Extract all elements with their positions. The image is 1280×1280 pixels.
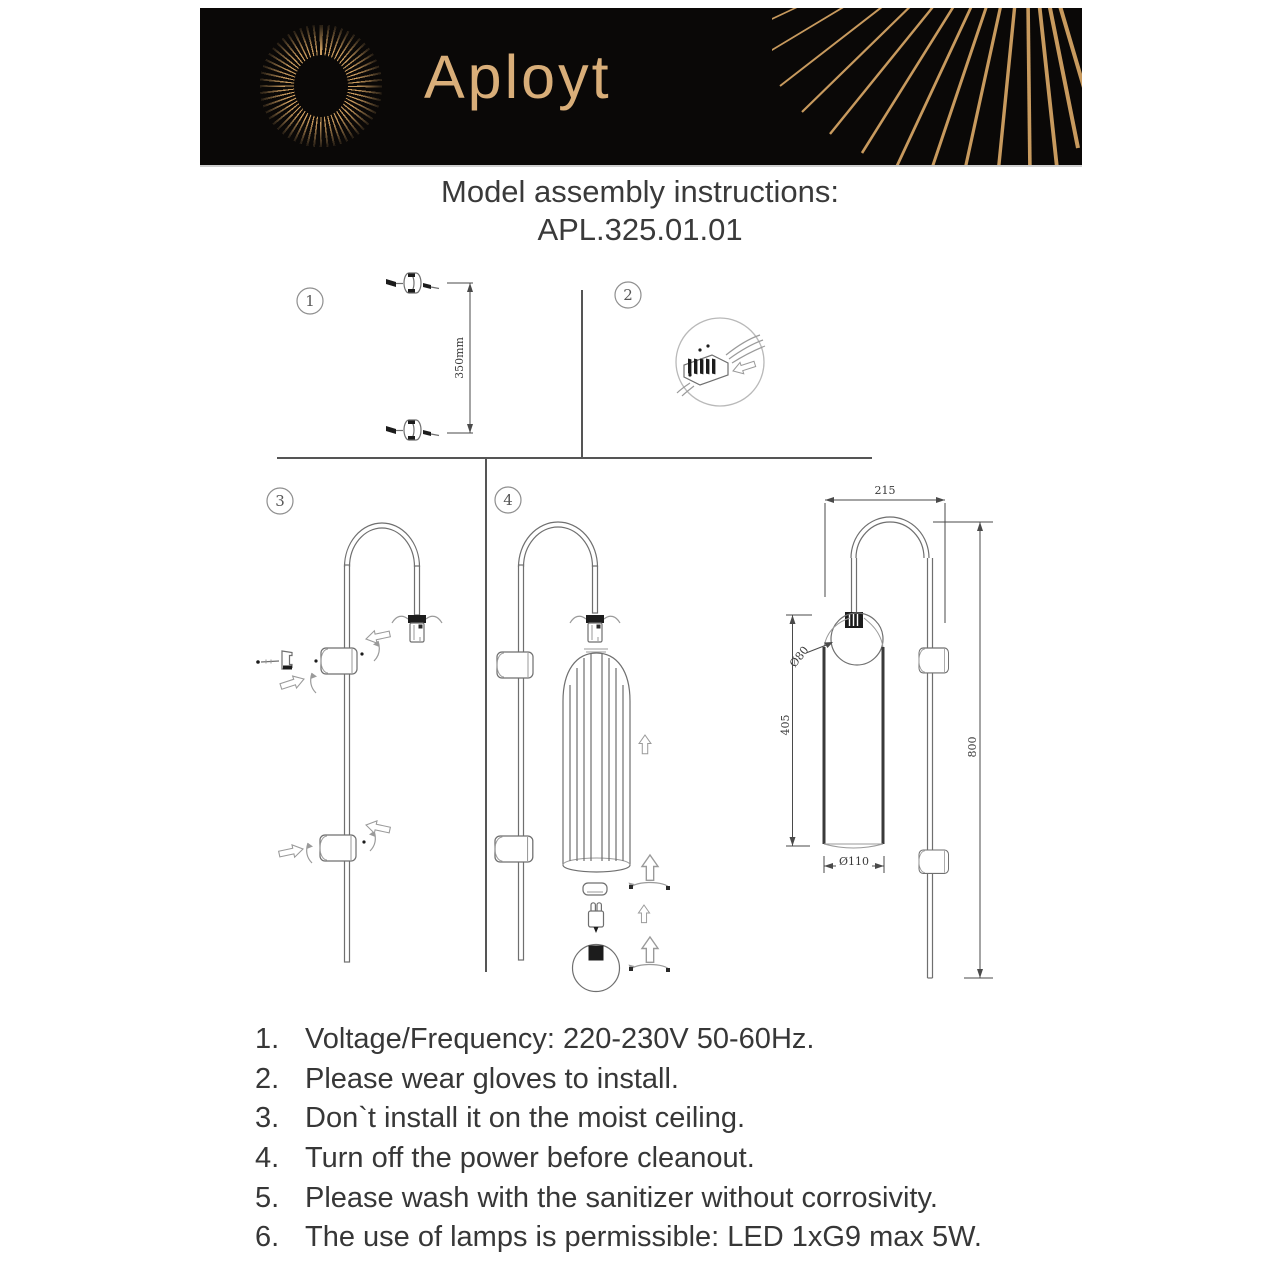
step-2-badge: 2: [623, 286, 633, 304]
rotate-up-arrow-icon: [629, 855, 671, 890]
instruction-text: Please wear gloves to install.: [305, 1062, 679, 1095]
instruction-text: Please wash with the sanitizer without corrosivity.: [305, 1181, 938, 1214]
dimension-label-shade-diameter: Ø110: [838, 855, 870, 868]
lamp-socket-icon: [570, 615, 620, 642]
push-arrow-icon: [278, 843, 304, 860]
instruction-text: Voltage/Frequency: 220-230V 50-60Hz.: [305, 1023, 815, 1056]
step-1-drawing: [297, 273, 473, 440]
instruction-number: 3.: [255, 1102, 280, 1135]
instruction-number: 6.: [255, 1221, 280, 1254]
instruction-text: Turn off the power before cleanout.: [305, 1142, 755, 1175]
mount-bracket-icon: [321, 648, 357, 674]
step-3-drawing: [256, 488, 442, 962]
wall-anchor-icon: [386, 420, 439, 440]
mount-bracket-icon: [495, 836, 533, 862]
dimension-label-overall-height: 800: [966, 736, 979, 758]
rotate-arrow-icon: [373, 641, 380, 661]
brand-name: Aployt: [424, 43, 612, 111]
sunburst-logo-icon: [260, 25, 382, 147]
fluted-shade-icon: [563, 653, 630, 872]
lamp-socket-icon: [392, 615, 442, 642]
up-arrow-icon: [638, 905, 649, 923]
instruction-list: [255, 1020, 1085, 1258]
rotate-arrow-icon: [307, 843, 314, 863]
document-title: [0, 172, 1280, 249]
mount-bracket-icon: [320, 835, 356, 861]
rotate-up-arrow-icon: [629, 937, 671, 972]
dimension-label-anchor-spacing: 350mm: [453, 337, 466, 379]
instruction-text: Don`t install it on the moist ceiling.: [305, 1102, 746, 1135]
push-arrow-icon: [365, 819, 391, 836]
assembly-diagram: [0, 255, 1280, 1015]
rays-icon: [772, 8, 1082, 165]
wall-plug-icon: [256, 651, 292, 670]
step-2-drawing: [615, 282, 765, 406]
wall-anchor-icon: [386, 273, 439, 293]
instruction-item: [255, 1020, 1085, 1060]
step-1-badge: 1: [305, 292, 315, 310]
dimension-label-shade-height: 405: [779, 714, 792, 736]
instruction-item: [255, 1060, 1085, 1100]
step-4-badge: 4: [503, 491, 513, 509]
push-arrow-icon: [279, 673, 306, 692]
brand-header: [200, 8, 1082, 167]
dimension-drawing: [779, 484, 993, 978]
g9-bulb-icon: [589, 903, 604, 933]
shade-ring-icon: [583, 883, 607, 895]
instruction-item: [255, 1139, 1085, 1179]
dimension-label-globe-diameter: Ø80: [787, 643, 812, 670]
mount-bracket-icon: [497, 652, 533, 678]
instruction-number: 5.: [255, 1181, 280, 1214]
dimension-label-arm-width: 215: [874, 484, 896, 497]
instruction-item: [255, 1099, 1085, 1139]
step-3-badge: 3: [275, 492, 285, 510]
mount-bracket-icon: [919, 648, 949, 673]
instruction-number: 4.: [255, 1142, 280, 1175]
rotate-arrow-icon: [311, 673, 318, 693]
model-number: APL.325.01.01: [537, 212, 743, 247]
title-line-1: Model assembly instructions:: [441, 174, 839, 209]
instruction-item: [255, 1218, 1085, 1258]
up-arrow-icon: [639, 735, 651, 754]
instruction-item: [255, 1178, 1085, 1218]
instruction-number: 2.: [255, 1062, 280, 1095]
glass-globe-icon: [573, 945, 620, 992]
step-4-drawing: [495, 487, 670, 992]
instruction-text: The use of lamps is permissible: LED 1xG9 max 5W.: [305, 1221, 982, 1254]
instruction-number: 1.: [255, 1023, 280, 1056]
mount-bracket-icon: [919, 850, 949, 873]
